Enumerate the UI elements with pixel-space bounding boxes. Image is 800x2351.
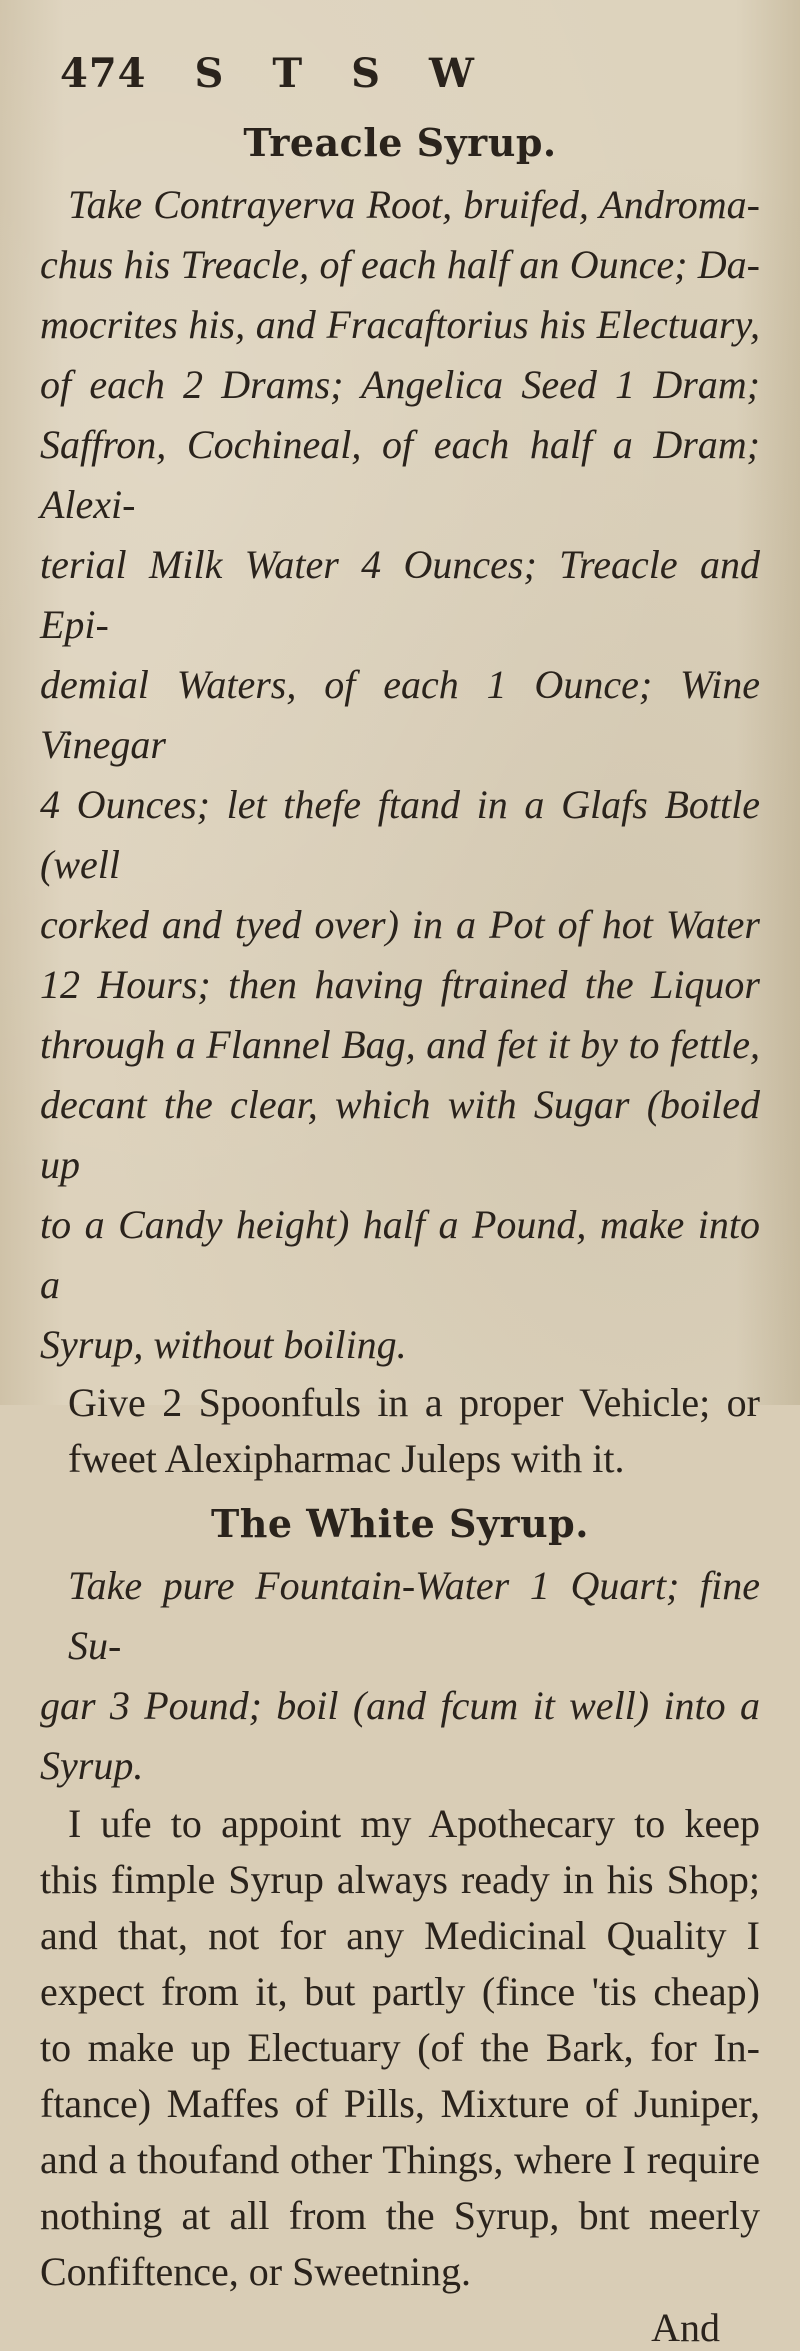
signature-mark-3: S (351, 50, 382, 97)
recipe-line: mocrites his, and Fracaftorius his Electuary, (40, 302, 760, 347)
recipe-line: chus his Treacle, of each half an Ounce; Da- (40, 242, 760, 287)
treacle-syrup-recipe (40, 175, 760, 1375)
recipe-line: demial Waters, of each 1 Ounce; Wine Vinegar (40, 662, 760, 767)
commentary-line: this fimple Syrup always ready in his Shop; (40, 1857, 760, 1902)
recipe-line: decant the clear, which with Sugar (boiled up (40, 1082, 760, 1187)
recipe-line: Syrup. (40, 1743, 144, 1788)
white-syrup-commentary (40, 1796, 760, 2300)
commentary-line: expect from it, but partly (fince 'tis cheap) (40, 1969, 760, 2014)
dosage-line: fweet Alexipharmac Juleps with it. (68, 1436, 625, 1481)
commentary-line: I ufe to appoint my Apothecary to keep (68, 1801, 760, 1846)
signature-mark-4: W (429, 50, 475, 97)
recipe-line: Saffron, Cochineal, of each half a Dram; Alexi- (40, 422, 760, 527)
recipe-line: to a Candy height) half a Pound, make into a (40, 1202, 760, 1307)
section-title-white-syrup: The White Syrup. (211, 1501, 589, 1546)
commentary-line: Confiftence, or Sweetning. (40, 2249, 471, 2294)
commentary-line: nothing at all from the Syrup, bnt meerly (40, 2193, 760, 2238)
commentary-line: and a thoufand other Things, where I require (40, 2137, 760, 2182)
white-syrup-recipe (40, 1556, 760, 1796)
recipe-line: 12 Hours; then having ftrained the Liquor (40, 962, 760, 1007)
section-title-treacle-syrup: Treacle Syrup. (243, 120, 557, 165)
recipe-line: gar 3 Pound; boil (and fcum it well) into a (40, 1683, 760, 1728)
recipe-line: of each 2 Drams; Angelica Seed 1 Dram; (40, 362, 760, 407)
recipe-line: through a Flannel Bag, and fet it by to fettle, (40, 1022, 760, 1067)
recipe-line: Take pure Fountain-Water 1 Quart; fine Su- (68, 1563, 760, 1668)
recipe-line: Take Contrayerva Root, bruifed, Androma- (68, 182, 760, 227)
page-header (40, 50, 760, 106)
recipe-line: Syrup, without boiling. (40, 1322, 407, 1367)
commentary-line: to make up Electuary (of the Bark, for In- (40, 2025, 760, 2070)
commentary-line: ftance) Maffes of Pills, Mixture of Juniper, (40, 2081, 760, 2126)
recipe-line: 4 Ounces; let thefe ftand in a Glafs Bottle (well (40, 782, 760, 887)
page-number: 474 (60, 50, 147, 97)
recipe-line: corked and tyed over) in a Pot of hot Water (40, 902, 760, 947)
signature-mark-2: T (272, 50, 304, 97)
signature-mark-1: S (194, 50, 225, 97)
recipe-line: terial Milk Water 4 Ounces; Treacle and Epi- (40, 542, 760, 647)
commentary-line: and that, not for any Medicinal Quality I (40, 1913, 760, 1958)
catchword: And (651, 2305, 720, 2350)
treacle-syrup-dosage (40, 1375, 760, 1487)
dosage-line: Give 2 Spoonfuls in a proper Vehicle; or (68, 1380, 760, 1425)
